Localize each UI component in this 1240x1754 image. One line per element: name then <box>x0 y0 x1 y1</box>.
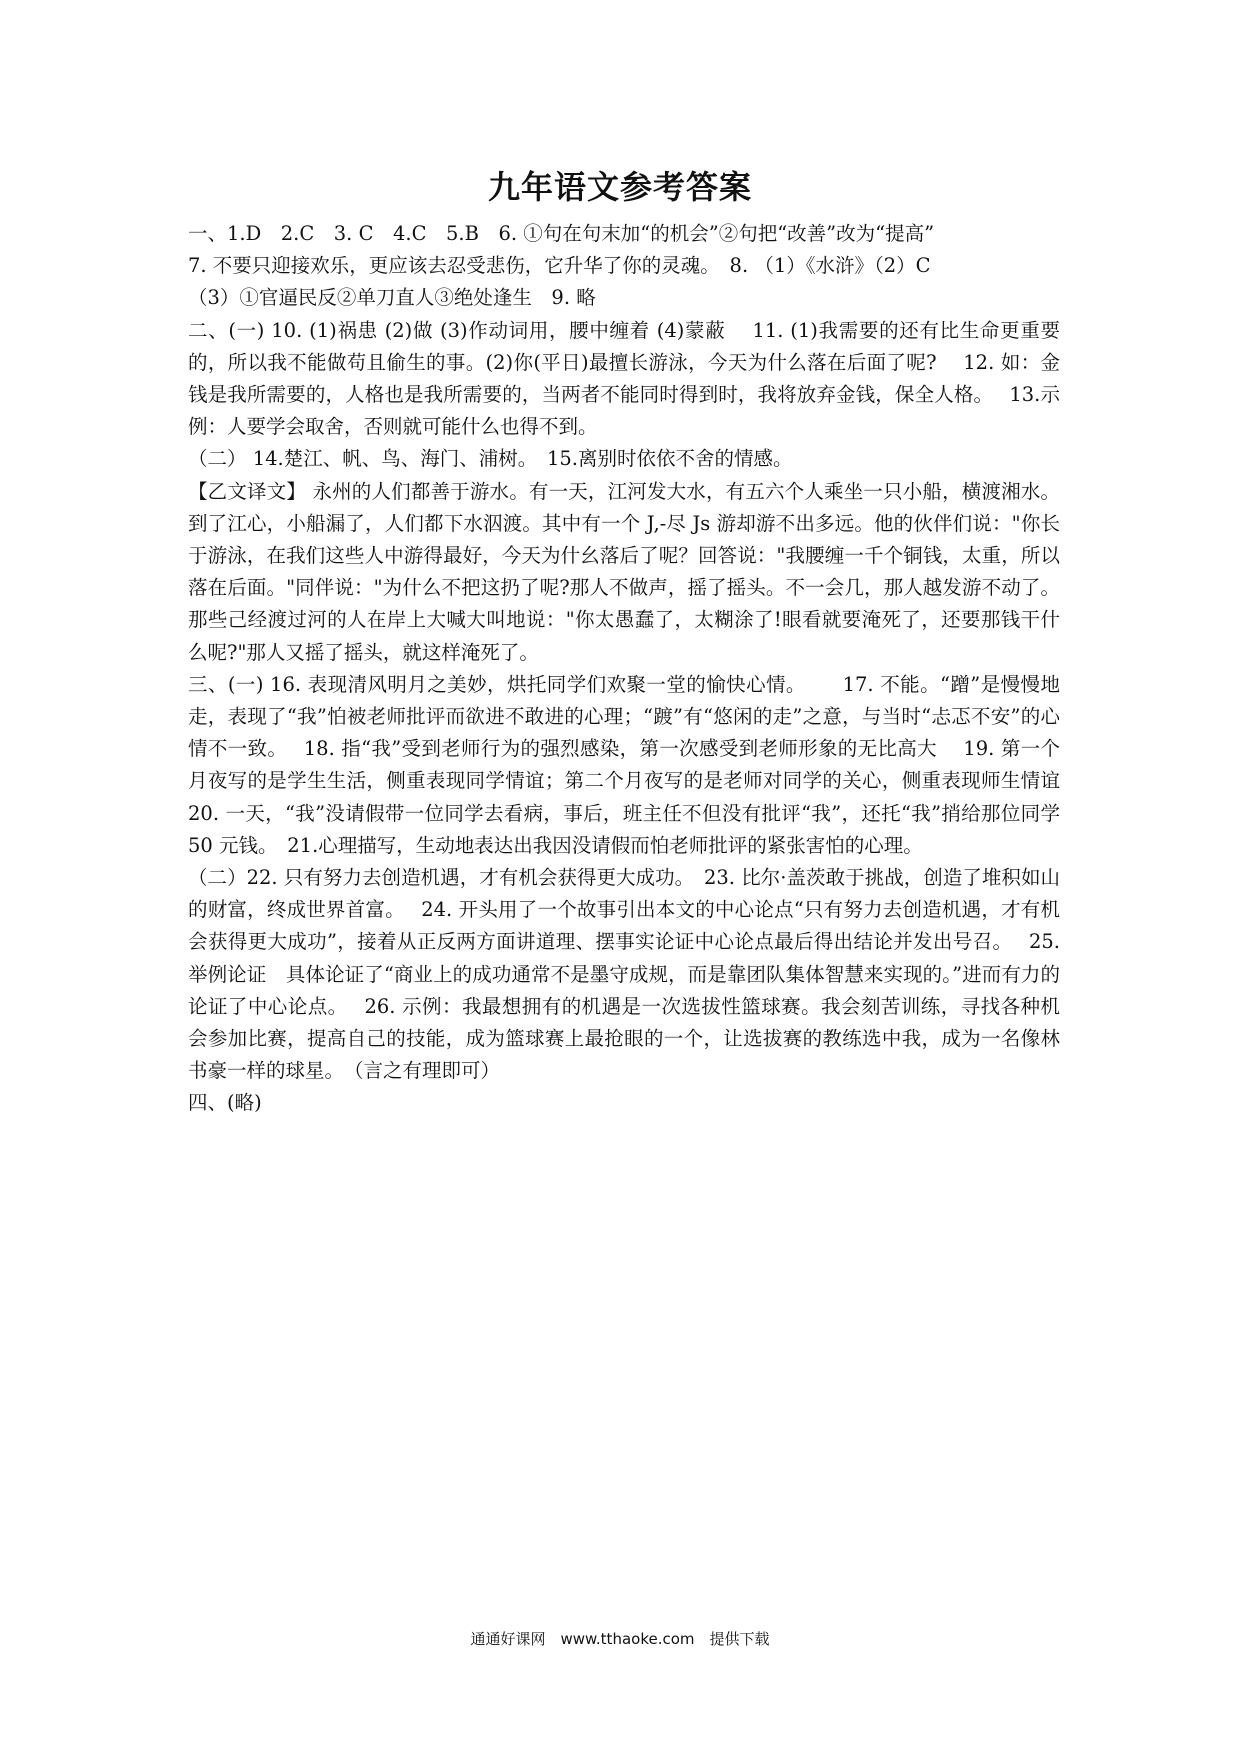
answer-body <box>188 218 1080 1120</box>
answer-line-2: 7. 不要只迎接欢乐，更应该去忍受悲伤，它升华了你的灵魂。 8. （1）《水浒》（2）C <box>188 254 931 278</box>
answer-line-3: （3）①官逼民反②单刀直人③绝处逢生 9. 略 <box>188 286 596 310</box>
translation-paragraph: 【乙文译文】 永州的人们都善于游水。有一天，江河发大水，有五六个人乘坐一只小船，横渡湘水。到了江心，小船漏了，人们都下水泅渡。其中有一个 J,-尽 Js 游却游不出多远。他的伙伴们说："你长于游泳，在我们这些人中游得最好，今天为什幺落后了呢？回答说："我腰缠一千个铜钱，太重，所以落在后面。"同伴说："为什么不把这扔了呢?那人不做声，摇了摇头。不一会几，那人越发游不动了。那些己经渡过河的人在岸上大喊大叫地说："你太愚蠢了，太糊涂了!眼看就要淹死了，还要那钱干什么呢?"那人又摇了摇头，就这样淹死了。 <box>188 479 1060 664</box>
page-title: 九年语文参考答案 <box>487 168 752 206</box>
footer-credit: 通通好课网 www.tthaoke.com 提供下载 <box>470 1630 770 1648</box>
section-two-part-one: 二、(一) 10. (1)祸患 (2)做 (3)作动词用，腰中缠着 (4)蒙蔽 11. (1)我需要的还有比生命更重要的，所以我不能做苟且偷生的事。(2)你(平日)最擅长游泳，今天为什么落在后面了呢? 12. 如：金钱是我所需要的，人格也是我所需要的，当两者不能同时得到时，我将放弃金钱，保全人格。 13.示例：人要学会取舍，否则就可能什么也得不到。 <box>188 318 1060 439</box>
answer-line-1: 一、1.D 2.C 3. C 4.C 5.B 6. ①句在句末加“的机会”②句把“改善”改为“提高” <box>188 222 935 245</box>
section-two-part-two: （二） 14.楚江、帆、鸟、海门、浦树。 15.离别时依依不舍的情感。 <box>188 447 793 471</box>
section-three-part-one: 三、(一) 16. 表现清风明月之美妙，烘托同学们欢聚一堂的愉快心情。 17. 不能。“蹭”是慢慢地走，表现了“我”怕被老师批评而欲进不敢进的心理；“踱”有“悠闲的走”之意，与当时“忐忑不安”的心情不一致。 18. 指“我”受到老师行为的强烈感染，第一次感受到老师形象的无比高大 19. 第一个月夜写的是学生生活，侧重表现同学情谊；第二个月夜写的是老师对同学的关心，侧重表现师生情谊 20. 一天，“我”没请假带一位同学去看病，事后，班主任不但没有批评“我”，还托“我”捎给那位同学 50 元钱。 21.心理描写，生动地表达出我因没请假而怕老师批评的紧张害怕的心理。 <box>188 672 1080 857</box>
section-four: 四、(略) <box>188 1091 262 1115</box>
section-three-part-two: （二）22. 只有努力去创造机遇，才有机会获得更大成功。 23. 比尔·盖茨敢于挑战，创造了堆积如山的财富，终成世界首富。 24. 开头用了一个故事引出本文的中心论点“只有努力去创造机遇，才有机会获得更大成功”，接着从正反两方面讲道理、摆事实论证中心论点最后得出结论并发出号召。 25. 举例论证 具体论证了“商业上的成功通常不是墨守成规，而是靠团队集体智慧来实现的。”进而有力的论证了中心论点。 26. 示例：我最想拥有的机遇是一次选拔性篮球赛。我会刻苦训练，寻找各种机会参加比赛，提高自己的技能，成为篮球赛上最抢眼的一个，让选拔赛的教练选中我，成为一名像林书豪一样的球星。 （言之有理即可） <box>188 866 1060 1083</box>
